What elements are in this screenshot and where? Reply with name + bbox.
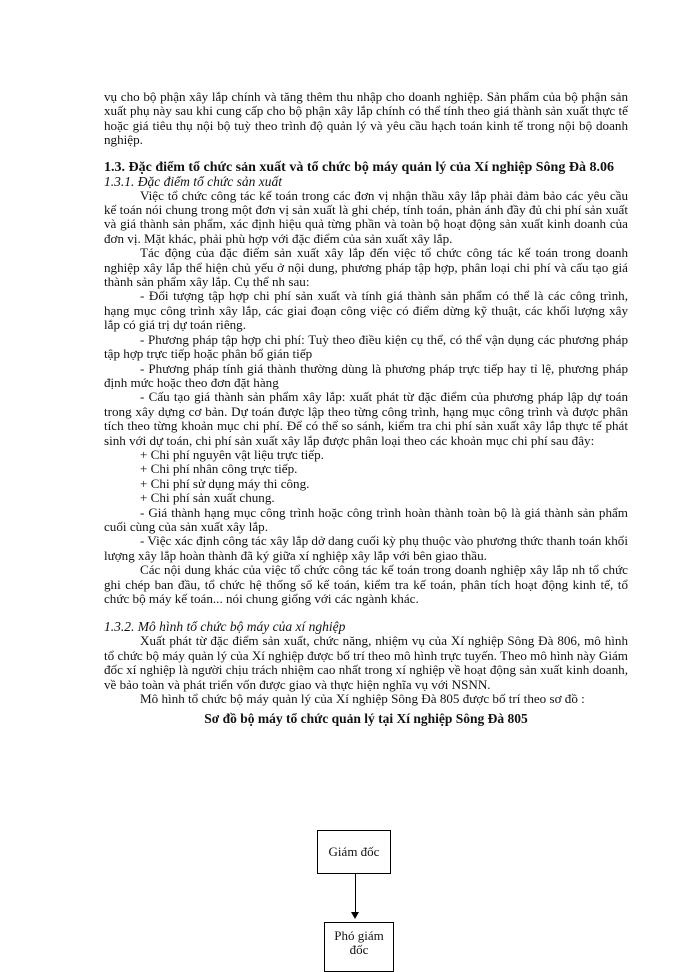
director-label: Giám đốc bbox=[328, 844, 380, 859]
plus-item: + Chi phí sản xuất chung. bbox=[140, 490, 275, 506]
subsection-title-2: 1.3.2. Mô hình tổ chức bộ máy của xí nghiệp bbox=[104, 619, 346, 635]
deputy-director-label: Phó giám đốc bbox=[334, 928, 384, 957]
dash-item-6: - Việc xác định công tác xây lắp dở dang cuối kỳ phụ thuộc vào phương thức thanh toán khối lượng xây lắp hoàn thành đã ký giữa xí nghiệp xây lắp với bên giao thầu. bbox=[104, 533, 628, 563]
deputy-director-box bbox=[324, 922, 394, 972]
paragraph-4: Xuất phát từ đặc điểm sản xuất, chức năng, nhiệm vụ của Xí nghiệp Sông Đà 806, mô hình tổ chức bộ máy quản lý của Xí nghiệp được bố trí theo mô hình trực tuyến. Theo mô hình này Giám đốc xí nghiệp là người chịu trách nhiệm cao nhất trong xí nghiệp về hoạt động sản xuất kinh doanh, về bảo toàn và phát triển vốn được giao và thực hiện nghĩa vụ với NSNN. bbox=[104, 633, 628, 692]
paragraph-2: Tác động của đặc điểm sản xuất xây lắp đến việc tổ chức công tác kế toán trong doanh nghiệp xây lắp thể hiện chủ yếu ở nội dung, phương pháp tập hợp, phân loại chi phí và cấu tạo giá thành sản phẩm xây lắp. Cụ thể nh sau: bbox=[104, 245, 628, 290]
plus-item: + Chi phí nhân công trực tiếp. bbox=[140, 461, 298, 477]
plus-item: + Chi phí sử dụng máy thi công. bbox=[140, 475, 310, 491]
dash-item-1: - Đối tượng tập hợp chi phí sản xuất và tính giá thành sản phẩm có thể là các công trình, hạng mục công trình xây lắp, các giai đoạn công việc có điểm dừng kỹ thuật, các khối lượng xây lắp có giá trị dự toán riêng. bbox=[104, 288, 628, 333]
connector-line bbox=[355, 873, 356, 913]
subsection-title-1: 1.3.1. Đặc điểm tổ chức sản xuất bbox=[104, 173, 282, 189]
plus-item: + Chi phí nguyên vật liệu trực tiếp. bbox=[140, 446, 324, 462]
paragraph-3: Các nội dung khác của việc tổ chức công tác kế toán trong doanh nghiệp xây lắp nh tổ chức ghi chép ban đầu, tổ chức hệ thống sổ kế toán, kiểm tra kế toán, phân tích hoạt động kinh tế, tổ chức bộ máy kế toán... nói chung giống với các ngành khác. bbox=[104, 562, 628, 606]
dash-item-5: - Giá thành hạng mục công trình hoặc công trình hoàn thành toàn bộ là giá thành sản phẩm cuối cùng của sản xuất xây lắp. bbox=[104, 504, 628, 534]
org-chart-title: Sơ đồ bộ máy tổ chức quản lý tại Xí nghiệp Sông Đà 805 bbox=[204, 711, 528, 727]
dash-item-2: - Phương pháp tập hợp chi phí: Tuỳ theo điều kiện cụ thể, có thể vận dụng các phương pháp tập hợp trực tiếp hoặc phân bổ gián tiếp bbox=[104, 331, 628, 362]
dash-item-3: - Phương pháp tính giá thành thường dùng là phương pháp trực tiếp hay tỉ lệ, phương pháp định mức hoặc theo đơn đặt hàng bbox=[104, 360, 628, 390]
document-body bbox=[104, 90, 628, 726]
director-box bbox=[317, 830, 391, 874]
paragraph-5: Mô hình tổ chức bộ máy quản lý của Xí nghiệp Sông Đà 805 được bố trí theo sơ đồ : bbox=[140, 691, 585, 707]
connector-arrow bbox=[351, 912, 359, 919]
dash-item-4: - Cấu tạo giá thành sản phẩm xây lắp: xuất phát từ đặc điểm của phương pháp lập dự toán trong xây dựng cơ bản. Dự toán được lập theo từng công trình, hạng mục công trình và được phân tích theo từng khoản mục chi phí. Để có thể so sánh, kiểm tra chi phí sản xuất xây lắp thực tế phát sinh với dự toán, chi phí sản xuất xây lắp được phân loại theo các khoản mục chi phí sau đây: bbox=[104, 389, 628, 448]
intro-paragraph: vụ cho bộ phận xây lắp chính và tăng thêm thu nhập cho doanh nghiệp. Sản phẩm của bộ phận sản xuất phụ này sau khi cung cấp cho bộ phận xây lắp chính có thể tính theo giá thành sản xuất thực tế hoặc giá tiêu thụ nội bộ tuỳ theo trình độ quản lý và yêu cầu hạch toán kinh tế trong nội bộ doanh nghiệp. bbox=[104, 89, 628, 148]
paragraph-1: Việc tổ chức công tác kế toán trong các đơn vị nhận thầu xây lắp phải đảm bảo các yêu cầu kế toán nói chung trong một đơn vị sản xuất là ghi chép, tính toán, phản ánh đầy đủ chi phí sản xuất và giá thành sản phẩm, xác định hiệu quả từng phần và toàn bộ hoạt động sản xuất kinh doanh của đơn vị. Mặt khác, phải phù hợp với đặc điểm của sản xuất xây lắp. bbox=[104, 187, 628, 246]
section-title: 1.3. Đặc điểm tổ chức sản xuất và tổ chức bộ máy quản lý của Xí nghiệp Sông Đà 8.06 bbox=[104, 159, 614, 175]
